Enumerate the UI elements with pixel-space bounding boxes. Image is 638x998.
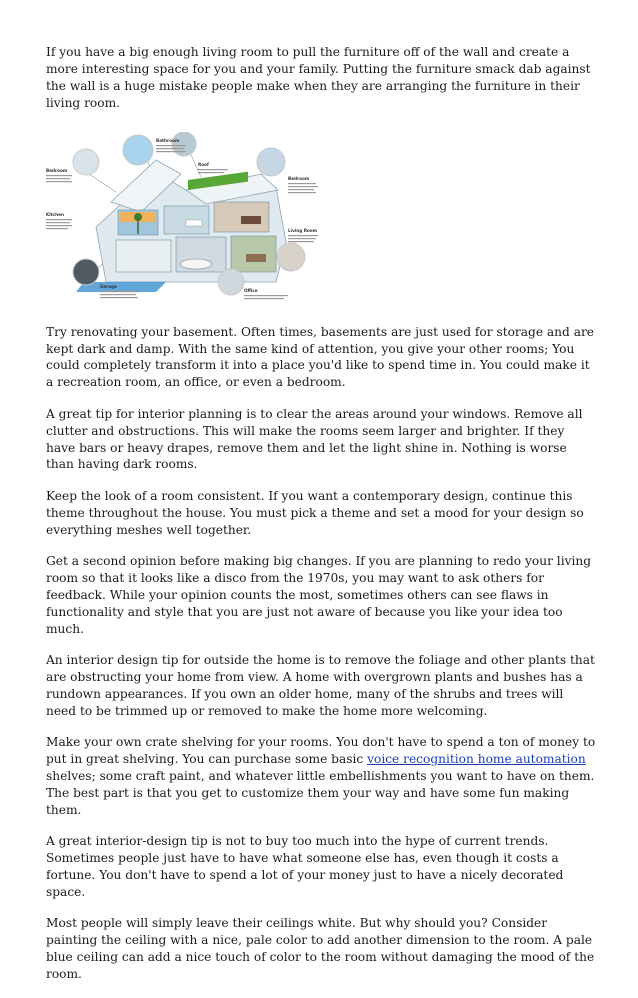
paragraph-basement: Try renovating your basement. Often times, basements are just used for storage and are kept dark and damp. With the same kind of attention, you give your other rooms; You could completely transform it into a place you'd like to spend time in. You could make it a recreation room, an office, or even a bedroom. bbox=[46, 324, 595, 390]
paragraph-trends: A great interior-design tip is not to buy too much into the hype of current trends. Sometimes people just have to have what someone else has, even though it costs a fortune. You don't have to spend a lot of your money just to have a nicely decorated space. bbox=[46, 834, 564, 899]
house-illustration bbox=[76, 160, 286, 292]
office-photo bbox=[218, 269, 244, 295]
label-bedroom: Bedroom bbox=[288, 175, 310, 181]
label-garage: Garage bbox=[100, 283, 117, 289]
paragraph-ceilings: Most people will simply leave their ceilings white. But why should you? Consider painting the ceiling with a nice, pale color to add another dimension to the room. A pale blue ceiling can add a nice touch of color to the room without damaging the mood of the room. bbox=[46, 916, 595, 982]
label-bathroom: Bathroom bbox=[156, 137, 180, 143]
bedroom-photo bbox=[257, 148, 285, 176]
bathroom-photo bbox=[123, 135, 153, 165]
smart-home-illustration bbox=[46, 132, 336, 302]
label-kitchen: Kitchen bbox=[46, 211, 64, 217]
paragraph-foliage: An interior design tip for outside the home is to remove the foliage and other plants that are obstructing your home from view. A home with overgrown plants and bushes has a rundown appearances. If you own an older home, many of the shrubs and trees will need to be trimmed up or removed to make the home more welcoming. bbox=[46, 653, 595, 718]
label-bedroom-left: Bedroom bbox=[46, 167, 68, 173]
article bbox=[46, 44, 596, 998]
paragraph-windows: A great tip for interior planning is to clear the areas around your windows. Remove all clutter and obstructions. This will make the rooms seem larger and brighter. If they have bars or heavy drapes, remove them and let the light shine in. Nothing is worse than having dark rooms. bbox=[46, 406, 583, 472]
living-room-photo bbox=[277, 243, 305, 271]
paragraph-consistency: Keep the look of a room consistent. If you want a contemporary design, continue this theme throughout the house. You must pick a theme and set a mood for your design so everything meshes well together. bbox=[46, 488, 584, 537]
voice-recognition-link[interactable]: voice recognition home automation bbox=[367, 752, 586, 767]
paragraph-intro: If you have a big enough living room to pull the furniture off of the wall and create a more interesting space for you and your family. Putting the furniture smack dab against the wall is a huge mistake people make when they are arranging the furniture in their living room. bbox=[46, 45, 591, 110]
crate-text-after: shelves; some craft paint, and whatever little embellishments you want to have on them. The best part is that you get to customize them your way and have some fun making them. bbox=[46, 769, 595, 817]
label-office: Office bbox=[244, 287, 258, 293]
bedroom-left-photo bbox=[73, 149, 99, 175]
garage-photo bbox=[73, 259, 99, 285]
crate-text-before: Make your own crate shelving for your rooms. You don't have to spend a ton of money to put in great shelving. You can purchase some basic bbox=[46, 735, 596, 767]
label-living-room: Living Room bbox=[288, 227, 318, 233]
paragraph-crate-shelving bbox=[46, 734, 596, 819]
paragraph-second-opinion: Get a second opinion before making big changes. If you are planning to redo your living room so that it looks like a disco from the 1970s, you may want to ask others for feedback. While your opinion counts the most, sometimes others can see flaws in functionality and style that you are just not aware of because you like your idea too much. bbox=[46, 554, 592, 636]
label-roof: Roof bbox=[198, 161, 209, 167]
roof-photo bbox=[172, 132, 196, 156]
